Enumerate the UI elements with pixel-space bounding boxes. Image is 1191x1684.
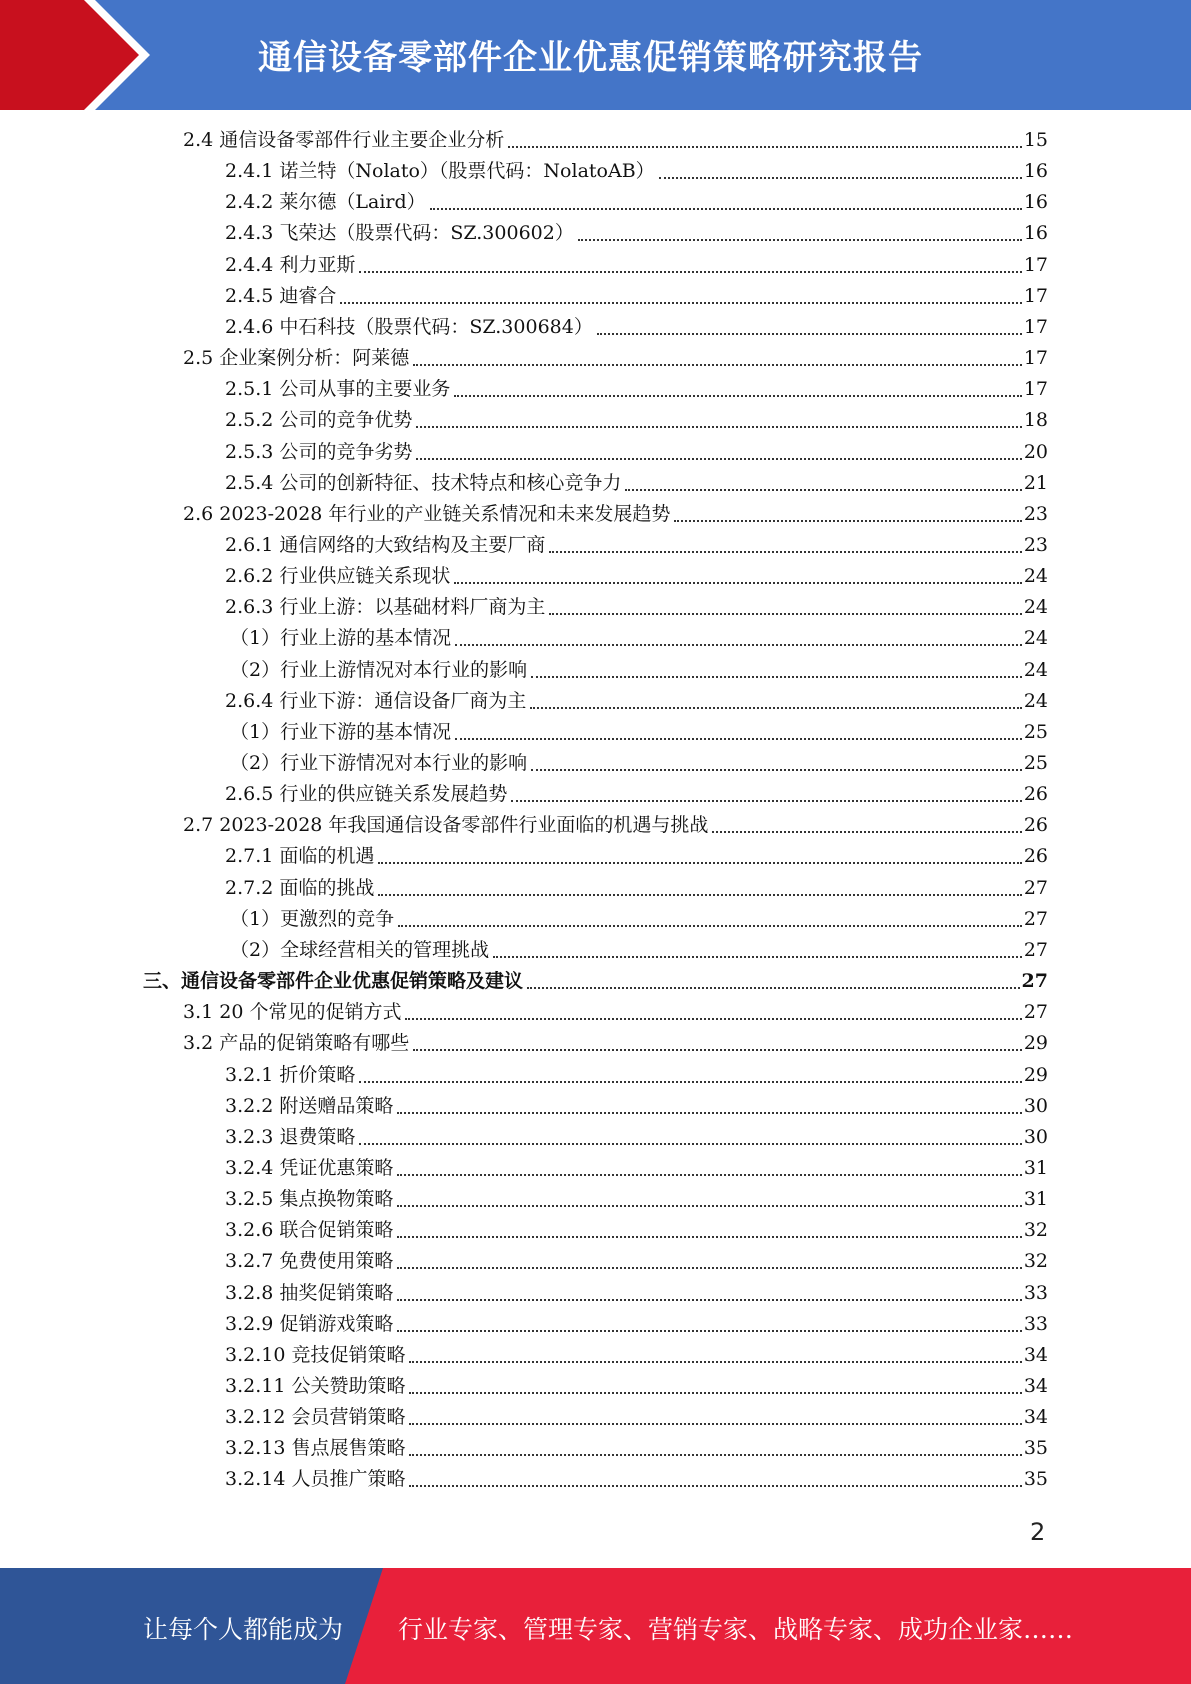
- toc-entry-label: 3.2 产品的促销策略有哪些: [183, 1032, 410, 1055]
- toc-entry[interactable]: [225, 1464, 1048, 1495]
- toc-entry-label: 2.4.1 诺兰特（Nolato）（股票代码：NolatoAB）: [225, 160, 655, 183]
- toc-dot-leader: [549, 613, 1021, 615]
- toc-entry-label: 2.4.3 飞荣达（股票代码：SZ.300602）: [225, 222, 574, 245]
- toc-entry-label: 2.5.4 公司的创新特征、技术特点和核心竞争力: [225, 471, 622, 494]
- toc-dot-leader: [493, 956, 1022, 958]
- footer-slogan-right: 行业专家、管理专家、营销专家、战略专家、成功企业家……: [398, 1615, 1074, 1644]
- toc-dot-leader: [409, 1485, 1021, 1487]
- toc-entry[interactable]: [225, 561, 1048, 592]
- toc-entry-page: 34: [1023, 1343, 1048, 1366]
- toc-entry-page: 27: [1023, 1001, 1048, 1024]
- toc-entry[interactable]: [225, 281, 1048, 312]
- toc-entry-label: 3.2.14 人员推广策略: [225, 1468, 406, 1491]
- toc-dot-leader: [712, 831, 1021, 833]
- toc-entry[interactable]: [225, 873, 1048, 904]
- toc-entry[interactable]: [225, 779, 1048, 810]
- toc-entry[interactable]: [143, 966, 1048, 997]
- toc-entry-label: 2.4.5 迪睿合: [225, 284, 337, 307]
- toc-entry-page: 24: [1023, 565, 1048, 588]
- toc-entry-page: 32: [1023, 1219, 1048, 1242]
- toc-entry[interactable]: [225, 1215, 1048, 1246]
- toc-entry[interactable]: [230, 623, 1048, 654]
- toc-entry-label: 2.6.5 行业的供应链关系发展趋势: [225, 783, 508, 806]
- toc-dot-leader: [416, 458, 1021, 460]
- toc-entry-label: 2.4.4 利力亚斯: [225, 253, 356, 276]
- toc-entry[interactable]: [225, 1091, 1048, 1122]
- toc-entry-label: 3.2.11 公关赞助策略: [225, 1375, 406, 1397]
- toc-dot-leader: [397, 1330, 1021, 1332]
- toc-dot-leader: [455, 738, 1022, 740]
- toc-entry-label: 2.7.2 面临的挑战: [225, 876, 375, 899]
- toc-dot-leader: [674, 520, 1021, 522]
- toc-entry-page: 23: [1023, 533, 1048, 556]
- toc-entry-label: 3.2.5 集点换物策略: [225, 1188, 394, 1211]
- toc-entry[interactable]: [225, 686, 1048, 717]
- toc-entry[interactable]: [230, 717, 1048, 748]
- toc-entry-page: 17: [1023, 253, 1048, 276]
- toc-dot-leader: [531, 769, 1022, 771]
- toc-entry-page: 26: [1023, 814, 1048, 837]
- toc-entry-label: 2.6.3 行业上游：以基础材料厂商为主: [225, 596, 546, 619]
- toc-dot-leader: [430, 208, 1022, 210]
- toc-entry-page: 16: [1023, 160, 1048, 183]
- report-title: 通信设备零部件企业优惠促销策略研究报告: [258, 38, 923, 78]
- toc-dot-leader: [397, 1267, 1021, 1269]
- toc-dot-leader: [359, 1081, 1021, 1083]
- toc-entry-page: 31: [1023, 1156, 1048, 1179]
- toc-entry[interactable]: [225, 250, 1048, 281]
- toc-entry-page: 27: [1023, 938, 1048, 961]
- toc-entry-page: 35: [1023, 1437, 1048, 1460]
- toc-entry[interactable]: [183, 125, 1048, 156]
- toc-entry[interactable]: [225, 468, 1048, 499]
- toc-entry[interactable]: [225, 592, 1048, 623]
- toc-entry-page: 18: [1023, 409, 1048, 432]
- toc-entry-page: 33: [1023, 1281, 1048, 1304]
- toc-entry-page: 35: [1023, 1468, 1048, 1491]
- toc-dot-leader: [397, 1174, 1021, 1176]
- toc-entry-page: 27: [1023, 876, 1048, 899]
- toc-entry-page: 24: [1023, 658, 1048, 681]
- toc-entry-page: 15: [1023, 129, 1048, 151]
- toc-dot-leader: [378, 862, 1021, 864]
- toc-entry-page: 17: [1023, 378, 1048, 401]
- toc-entry-page: 33: [1023, 1312, 1048, 1335]
- toc-entry[interactable]: [225, 1340, 1048, 1371]
- toc-entry[interactable]: [225, 312, 1048, 343]
- toc-dot-leader: [397, 1112, 1021, 1114]
- toc-entry-label: 3.2.6 联合促销策略: [225, 1219, 394, 1242]
- toc-entry[interactable]: [183, 1028, 1048, 1059]
- toc-entry-page: 29: [1023, 1063, 1048, 1086]
- header-banner: [0, 0, 1191, 110]
- toc-entry[interactable]: [225, 405, 1048, 436]
- toc-dot-leader: [378, 894, 1021, 896]
- toc-dot-leader: [597, 333, 1022, 335]
- toc-entry-label: 3.2.12 会员营销策略: [225, 1406, 406, 1429]
- toc-entry-page: 34: [1023, 1375, 1048, 1397]
- toc-entry-page: 17: [1023, 347, 1048, 370]
- header-red-arrow-shape: [0, 0, 150, 110]
- toc-entry[interactable]: [225, 1153, 1048, 1184]
- toc-dot-leader: [409, 1392, 1021, 1394]
- toc-entry-page: 24: [1023, 689, 1048, 712]
- toc-entry-label: 3.2.1 折价策略: [225, 1063, 356, 1086]
- toc-entry-label: 3.1 20 个常见的促销方式: [183, 1001, 402, 1024]
- toc-dot-leader: [527, 987, 1020, 989]
- toc-dot-leader: [340, 302, 1021, 304]
- toc-entry-label: （2）行业下游情况对本行业的影响: [230, 752, 528, 774]
- toc-entry-label: 3.2.8 抽奖促销策略: [225, 1281, 394, 1304]
- toc-entry-page: 27: [1021, 970, 1048, 993]
- toc-entry-page: 17: [1023, 315, 1048, 338]
- toc-entry[interactable]: [183, 499, 1048, 530]
- toc-entry-label: 2.6.2 行业供应链关系现状: [225, 565, 451, 588]
- toc-entry[interactable]: [225, 1060, 1048, 1091]
- toc-entry-label: （1）更激烈的竞争: [230, 907, 395, 930]
- toc-entry-page: 31: [1023, 1188, 1048, 1211]
- toc-entry-label: 2.5.2 公司的竞争优势: [225, 409, 413, 432]
- toc-entry[interactable]: [225, 437, 1048, 468]
- toc-entry-label: 2.4.6 中石科技（股票代码：SZ.300684）: [225, 315, 593, 338]
- toc-entry-label: 2.7 2023-2028 年我国通信设备零部件行业面临的机遇与挑战: [183, 814, 709, 837]
- toc-entry-label: 3.2.10 竞技促销策略: [225, 1343, 406, 1366]
- toc-entry[interactable]: [225, 1309, 1048, 1340]
- toc-entry[interactable]: [225, 1371, 1048, 1402]
- toc-entry[interactable]: [225, 156, 1048, 187]
- toc-entry-page: 26: [1023, 783, 1048, 806]
- toc-entry-page: 17: [1023, 284, 1048, 307]
- toc-entry-label: 2.6.1 通信网络的大致结构及主要厂商: [225, 533, 546, 556]
- toc-entry-label: 2.7.1 面临的机遇: [225, 845, 375, 868]
- toc-entry-label: 3.2.2 附送赠品策略: [225, 1094, 394, 1117]
- toc-entry[interactable]: [225, 1246, 1048, 1277]
- toc-entry-label: 3.2.7 免费使用策略: [225, 1250, 394, 1273]
- toc-entry-page: 29: [1023, 1032, 1048, 1055]
- toc-entry-page: 34: [1023, 1406, 1048, 1429]
- toc-dot-leader: [531, 676, 1022, 678]
- toc-entry[interactable]: [225, 1402, 1048, 1433]
- toc-dot-leader: [359, 1143, 1021, 1145]
- toc-entry-label: 2.6 2023-2028 年行业的产业链关系情况和未来发展趋势: [183, 502, 671, 525]
- toc-entry[interactable]: [225, 374, 1048, 405]
- toc-entry[interactable]: [225, 218, 1048, 249]
- toc-entry-label: 2.4.2 莱尔德（Laird）: [225, 191, 426, 214]
- toc-entry[interactable]: [225, 187, 1048, 218]
- toc-entry-label: （2）全球经营相关的管理挑战: [230, 938, 490, 961]
- toc-dot-leader: [511, 800, 1021, 802]
- toc-entry-label: （1）行业上游的基本情况: [230, 627, 452, 650]
- toc-entry[interactable]: [225, 1184, 1048, 1215]
- toc-entry-page: 16: [1023, 222, 1048, 245]
- toc-dot-leader: [454, 395, 1021, 397]
- toc-dot-leader: [397, 1299, 1021, 1301]
- toc-dot-leader: [455, 644, 1022, 646]
- toc-entry-page: 23: [1023, 502, 1048, 525]
- toc-dot-leader: [397, 1236, 1021, 1238]
- toc-dot-leader: [416, 426, 1021, 428]
- toc-entry-label: 3.2.3 退费策略: [225, 1125, 356, 1148]
- toc-dot-leader: [578, 239, 1022, 241]
- toc-dot-leader: [398, 925, 1022, 927]
- toc-entry-label: （2）行业上游情况对本行业的影响: [230, 658, 528, 681]
- toc-entry-label: 2.5 企业案例分析：阿莱德: [183, 347, 410, 370]
- toc-dot-leader: [409, 1361, 1021, 1363]
- toc-entry-label: 2.5.3 公司的竞争劣势: [225, 440, 413, 463]
- toc-entry[interactable]: [225, 1433, 1048, 1464]
- toc-entry[interactable]: [183, 343, 1048, 374]
- toc-dot-leader: [625, 489, 1021, 491]
- toc-entry[interactable]: [225, 530, 1048, 561]
- toc-entry[interactable]: [225, 1278, 1048, 1309]
- toc-entry-page: 27: [1023, 907, 1048, 930]
- toc-entry-label: 3.2.4 凭证优惠策略: [225, 1156, 394, 1179]
- toc-dot-leader: [397, 1205, 1021, 1207]
- toc-entry-page: 24: [1023, 627, 1048, 650]
- toc-entry[interactable]: [225, 1122, 1048, 1153]
- toc-entry-page: 16: [1023, 191, 1048, 214]
- toc-dot-leader: [409, 1423, 1021, 1425]
- toc-dot-leader: [508, 146, 1022, 148]
- toc-entry-page: 21: [1023, 471, 1048, 494]
- toc-entry-page: 24: [1023, 596, 1048, 619]
- toc-entry[interactable]: [183, 997, 1048, 1028]
- toc-dot-leader: [659, 177, 1022, 179]
- toc-entry-page: 25: [1023, 752, 1048, 774]
- toc-dot-leader: [409, 1454, 1021, 1456]
- toc-entry-page: 30: [1023, 1094, 1048, 1117]
- toc-entry-label: 3.2.9 促销游戏策略: [225, 1312, 394, 1335]
- toc-entry-label: 2.5.1 公司从事的主要业务: [225, 378, 451, 401]
- toc-entry-page: 25: [1023, 720, 1048, 743]
- toc-dot-leader: [413, 1049, 1022, 1051]
- toc-entry-page: 20: [1023, 440, 1048, 463]
- footer-banner: [0, 1568, 1191, 1684]
- toc-dot-leader: [454, 582, 1021, 584]
- page-number: 2: [1030, 1518, 1046, 1546]
- toc-entry[interactable]: [225, 841, 1048, 872]
- toc-dot-leader: [359, 271, 1021, 273]
- toc-entry[interactable]: [183, 810, 1048, 841]
- toc-dot-leader: [405, 1018, 1021, 1020]
- toc-entry[interactable]: [230, 655, 1048, 686]
- toc-entry-page: 32: [1023, 1250, 1048, 1273]
- toc-dot-leader: [549, 551, 1021, 553]
- toc-entry[interactable]: [230, 935, 1048, 966]
- toc-entry[interactable]: [230, 904, 1048, 935]
- toc-dot-leader: [413, 364, 1022, 366]
- toc-entry-label: 2.6.4 行业下游：通信设备厂商为主: [225, 689, 527, 712]
- footer-slogan-left: 让每个人都能成为: [143, 1615, 344, 1644]
- toc-entry-page: 30: [1023, 1125, 1048, 1148]
- toc-entry-label: 2.4 通信设备零部件行业主要企业分析: [183, 129, 505, 151]
- toc-entry-page: 26: [1023, 845, 1048, 868]
- toc-entry[interactable]: [230, 748, 1048, 779]
- toc-entry-label: 3.2.13 售点展售策略: [225, 1437, 406, 1460]
- toc-dot-leader: [530, 707, 1021, 709]
- toc-entry-label: 三、通信设备零部件企业优惠促销策略及建议: [143, 970, 524, 993]
- toc-entry-label: （1）行业下游的基本情况: [230, 720, 452, 743]
